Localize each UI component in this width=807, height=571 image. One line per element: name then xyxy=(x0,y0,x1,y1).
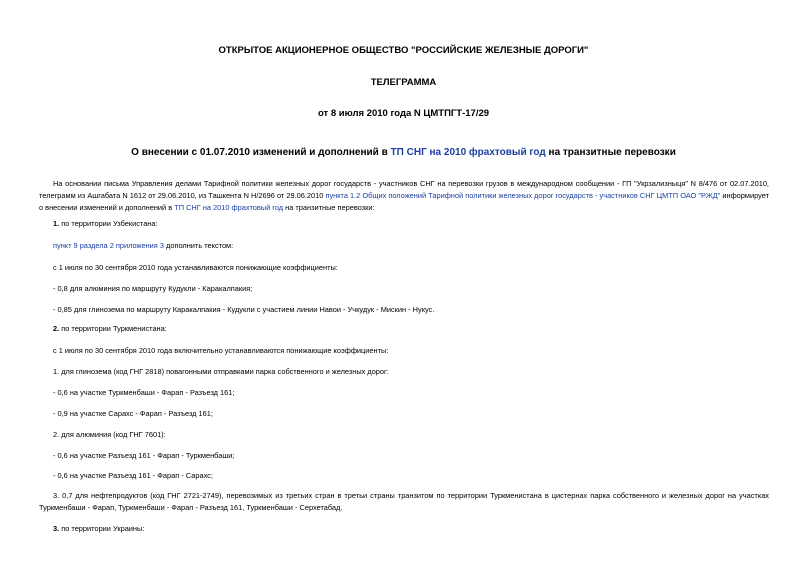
document-date: от 8 июля 2010 года N ЦМТПГТ-17/29 xyxy=(317,108,490,119)
paragraph: - 0,6 на участке Туркменбаши - Фарап - Разъезд 161; xyxy=(53,388,235,397)
paragraph-text: дополнить текстом: xyxy=(163,241,234,250)
section-number: 2. xyxy=(53,324,60,333)
section-number: 3. xyxy=(53,524,60,533)
section-1-heading xyxy=(39,218,783,230)
paragraph xyxy=(39,240,783,252)
subject-pre: О внесении с 01.07.2010 изменений и дополнений в xyxy=(131,147,391,158)
paragraph: 2. для алюминия (код ГНГ 7601): xyxy=(53,430,166,439)
section-text: по территории Узбекистана: xyxy=(59,219,158,228)
paragraph: - 0,85 для глинозема по маршруту Каракалпакия - Кудукли с участием линии Навои - Учкудук - Мискин - Нукус. xyxy=(53,305,435,314)
intro-text-2: информирует о внесении изменений и дополнений в xyxy=(39,191,769,212)
paragraph: - 0,8 для алюминия по маршруту Кудукли - Каракалпакия; xyxy=(53,284,253,293)
section-text: по территории Туркменистана: xyxy=(59,324,167,333)
document-type: ТЕЛЕГРАММА xyxy=(370,77,437,88)
paragraph: 1. для глинозема (код ГНГ 2818) повагонными отправками парка собственного и железных дорог: xyxy=(53,367,389,376)
organization-title: ОТКРЫТОЕ АКЦИОНЕРНОЕ ОБЩЕСТВО "РОССИЙСКИЕ ЖЕЛЕЗНЫЕ ДОРОГИ" xyxy=(218,45,589,56)
section-2-heading xyxy=(39,323,783,335)
paragraph: с 1 июля по 30 сентября 2010 года включительно устанавливаются понижающие коэффициенты: xyxy=(53,346,389,355)
paragraph: - 0,9 на участке Сарахс - Фарап - Разъезд 161; xyxy=(53,409,213,418)
section-number: 1. xyxy=(53,219,60,228)
paragraph: - 0,6 на участке Разъезд 161 - Фарап - Туркменбаши; xyxy=(53,451,235,460)
paragraph: с 1 июля по 30 сентября 2010 года устанавливаются понижающие коэффициенты: xyxy=(53,263,338,272)
document-subject xyxy=(0,147,807,158)
intro-link-general-provisions[interactable]: пункта 1.2 Общих положений Тарифной политики железных дорог государств - участников СНГ ЦМТП ОАО "РЖД" xyxy=(325,191,721,200)
paragraph: 3. 0,7 для нефтепродуктов (код ГНГ 2721-2749), перевозимых из третьих стран в третьи страны транзитом по территории Туркменистана в цистернах парка собственного и железных дорог на участках Туркменбаши - Фарап, Туркменбаши - Фарап - Разъезд 161, Туркменбаши - Серхетабад. xyxy=(39,491,769,512)
intro-text-3: на транзитные перевозки: xyxy=(283,203,375,212)
subject-link[interactable]: ТП СНГ на 2010 фрахтовый год xyxy=(390,147,546,158)
section-3-heading xyxy=(39,523,783,535)
subject-post: на транзитные перевозки xyxy=(545,147,676,158)
intro-link-tariff-policy[interactable]: ТП СНГ на 2010 фрахтовый год xyxy=(174,203,284,212)
intro-text-1: На основании письма Управления делами Тарифной политики железных дорог государств - участников СНГ на перевозки грузов в международном сообщении - ГП "Укрзализныця" N 8/476 от 02.07.2010, телеграмм из Ашгабата N 1612 от 29.06.2010, из Ташкента N Н/2696 от 29.06.2010 xyxy=(39,179,769,200)
paragraph: - 0,6 на участке Разъезд 161 - Фарап - Сарахс; xyxy=(53,471,213,480)
intro-paragraph xyxy=(39,178,769,214)
section-text: по территории Украины: xyxy=(59,524,145,533)
annex-link[interactable]: пункт 9 раздела 2 приложения 3 xyxy=(53,241,164,250)
